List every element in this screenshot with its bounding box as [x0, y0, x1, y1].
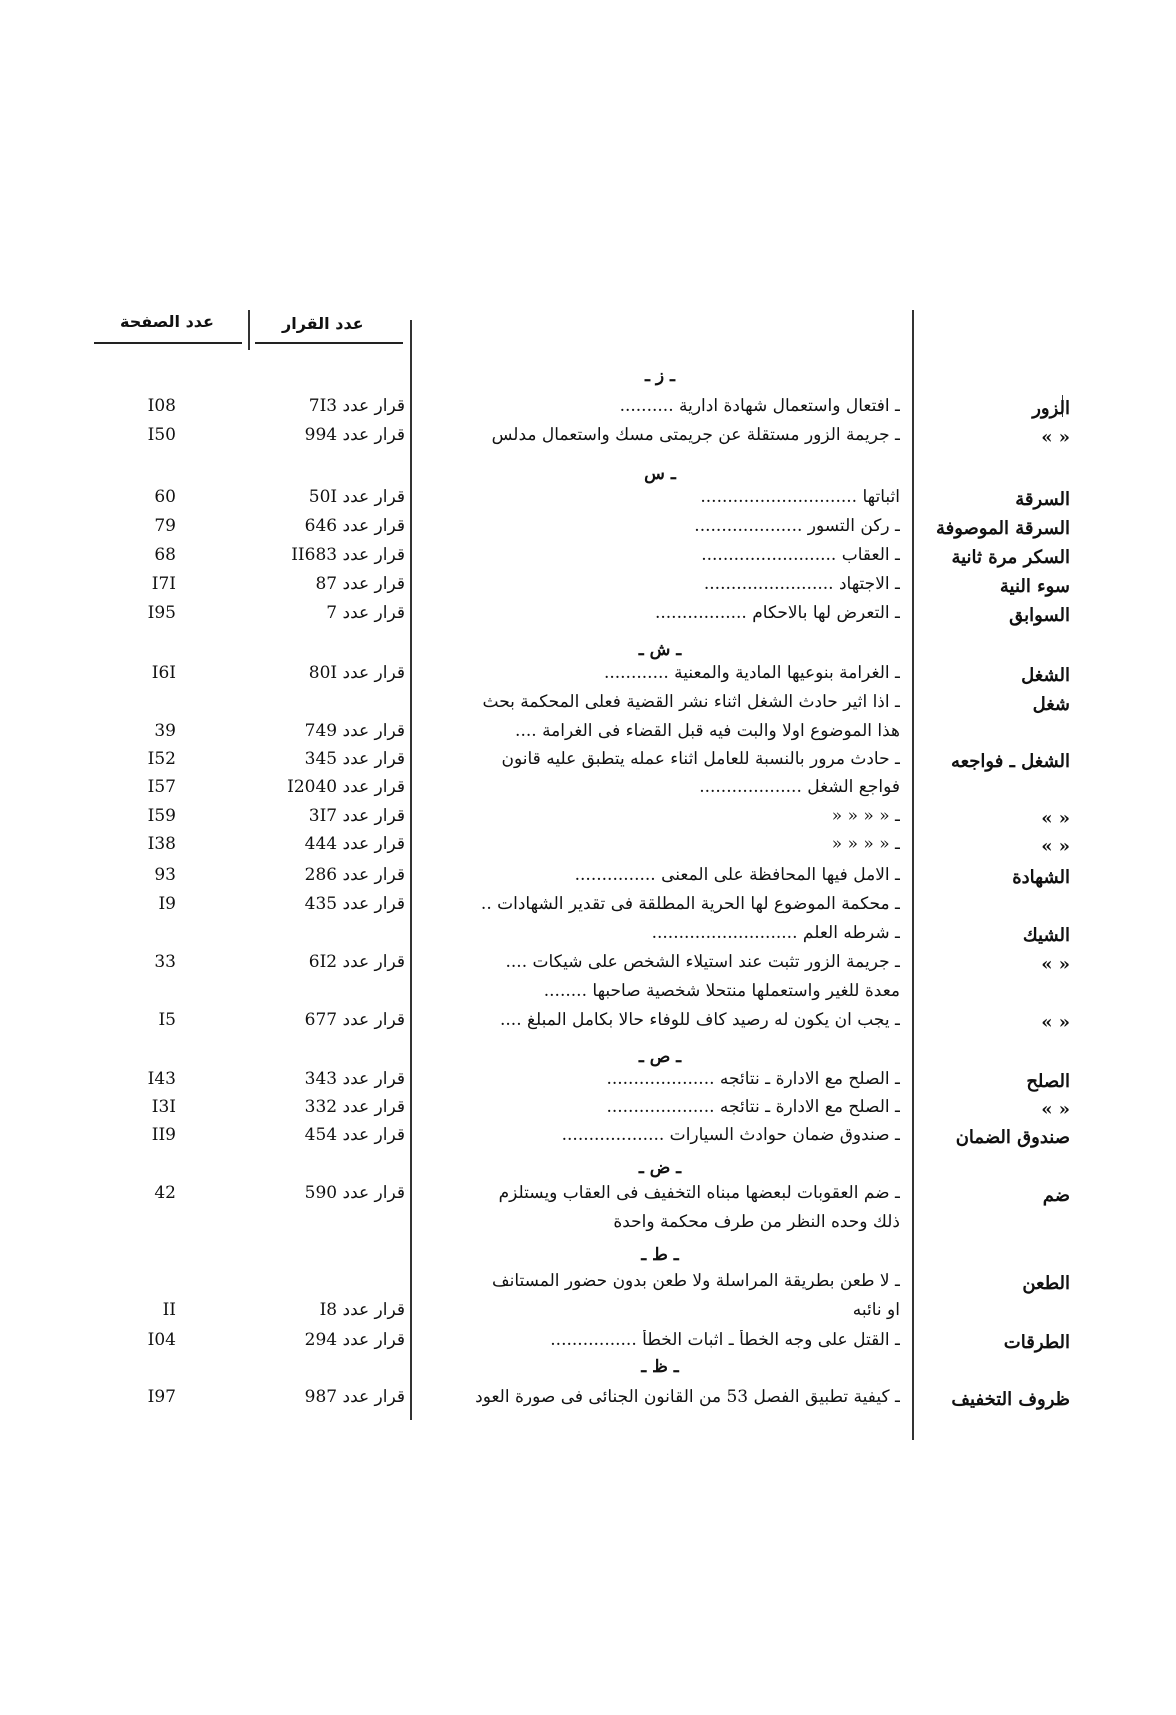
decision-number: قرار عدد 332 — [304, 1097, 405, 1117]
index-row — [0, 952, 1176, 978]
entry-text: ـ الصلح مع الادارة ـ نتائجه .................... — [606, 1069, 900, 1089]
entry-text: معدة للغير واستعملها منتحلا شخصية صاحبها ........ — [543, 981, 900, 1001]
index-row — [0, 663, 1176, 689]
letter-dad: ـ ض ـ — [638, 1158, 682, 1178]
page-number: I08 — [147, 396, 176, 416]
entry-text: ـ الصلح مع الادارة ـ نتائجه .................... — [606, 1097, 900, 1117]
page-number: I52 — [147, 749, 176, 769]
letter-shin: ـ ش ـ — [638, 640, 682, 660]
index-row — [0, 1330, 1176, 1356]
decision-number: قرار عدد 987 — [304, 1387, 405, 1407]
decision-number: قرار عدد 677 — [304, 1010, 405, 1030]
subject-label: الشهادة — [1012, 867, 1070, 888]
index-row — [0, 1125, 1176, 1151]
entry-text: ـ القتل على وجه الخطأ ـ اثبات الخطأ ................ — [550, 1330, 900, 1350]
letter-zay: ـ ز ـ — [644, 366, 675, 386]
decision-number: قرار عدد 454 — [304, 1125, 405, 1145]
page-number: I50 — [147, 425, 176, 445]
entry-text: ـ شرطه العلم ........................... — [651, 923, 900, 943]
index-row — [0, 692, 1176, 718]
subject-label: ظروف التخفيف — [951, 1389, 1070, 1410]
subject-label: السرقة — [1015, 489, 1070, 510]
subject-label: « » — [1041, 836, 1070, 857]
decision-number: قرار عدد 87 — [315, 574, 405, 594]
decision-header-rule — [255, 342, 403, 344]
entry-text: ـ « « « « — [831, 834, 900, 854]
page-number: I7I — [151, 574, 176, 594]
subject-label: ضم — [1042, 1185, 1070, 1206]
index-row — [0, 1010, 1176, 1036]
subject-label: سوء النية — [999, 576, 1070, 597]
index-row — [0, 1183, 1176, 1209]
subject-label: السكر مرة ثانية — [951, 547, 1070, 568]
index-row — [0, 806, 1176, 832]
decision-number: قرار عدد 7 — [326, 603, 405, 623]
page-number: II9 — [151, 1125, 176, 1145]
entry-text: ذلك وحده النظر من طرف محكمة واحدة — [613, 1212, 900, 1232]
page-number: I5 — [158, 1010, 176, 1030]
index-row — [0, 834, 1176, 860]
entry-text: ـ الامل فيها المحافظة على المعنى ............... — [574, 865, 900, 885]
letter-ta: ـ ط ـ — [641, 1245, 679, 1265]
entry-text: ـ « « « « — [831, 806, 900, 826]
subject-label: « » — [1041, 1099, 1070, 1120]
entry-text: ـ الغرامة بنوعيها المادية والمعنية ............ — [603, 663, 900, 683]
index-row — [0, 1300, 1176, 1326]
decision-number: قرار عدد 7I3 — [308, 396, 405, 416]
index-row — [0, 487, 1176, 513]
entry-text: او نائبه — [852, 1300, 900, 1320]
entry-text: ـ اذا اثير حادث الشغل اثناء نشر القضية فعلى المحكمة بحث — [482, 692, 900, 712]
subject-label: « » — [1041, 954, 1070, 975]
index-row — [0, 574, 1176, 600]
index-row — [0, 1212, 1176, 1238]
page-number: 33 — [154, 952, 176, 972]
page-number: 42 — [154, 1183, 176, 1203]
decision-number: قرار عدد 749 — [304, 721, 405, 741]
decision-number: قرار عدد 444 — [304, 834, 405, 854]
entry-text: ـ ركن التسور .................... — [694, 516, 900, 536]
index-row — [0, 721, 1176, 747]
index-row — [0, 981, 1176, 1007]
decision-number: قرار عدد 994 — [304, 425, 405, 445]
page-number: 93 — [154, 865, 176, 885]
page-number: II — [162, 1300, 176, 1320]
index-row — [0, 1271, 1176, 1297]
entry-text: ـ العقاب ......................... — [701, 545, 900, 565]
entry-text: فواجع الشغل ................... — [699, 777, 900, 797]
decision-column-header: عدد القرار — [282, 314, 364, 333]
index-row — [0, 603, 1176, 629]
subject-label: الشيك — [1022, 925, 1070, 946]
subject-label: السوابق — [1009, 605, 1070, 626]
subject-label: « » — [1041, 808, 1070, 829]
entry-text: ـ جريمة الزور تثبت عند استيلاء الشخص على شيكات .... — [505, 952, 900, 972]
decision-number: قرار عدد 3I7 — [308, 806, 405, 826]
decision-number: قرار عدد 345 — [304, 749, 405, 769]
letter-sad: ـ ص ـ — [638, 1047, 682, 1067]
page-number: I95 — [147, 603, 176, 623]
page-number: I57 — [147, 777, 176, 797]
subject-label: « » — [1041, 427, 1070, 448]
column-divider-left — [248, 310, 250, 350]
entry-text: ـ ضم العقوبات لبعضها مبناه التخفيف فى العقاب ويستلزم — [498, 1183, 900, 1203]
decision-number: قرار عدد 50I — [308, 487, 405, 507]
subject-label: الطرقات — [1003, 1332, 1070, 1353]
index-row — [0, 749, 1176, 775]
page-number: I43 — [147, 1069, 176, 1089]
entry-text: ـ الاجتهاد ........................ — [703, 574, 900, 594]
letter-sin: ـ س — [644, 464, 676, 484]
page-column-header: عدد الصفحة — [120, 312, 214, 331]
subject-label: الزور — [1032, 398, 1070, 419]
subject-label: « » — [1041, 1012, 1070, 1033]
entry-text: ـ التعرض لها بالاحكام ................. — [654, 603, 900, 623]
index-row — [0, 1069, 1176, 1095]
entry-text: ـ محكمة الموضوع لها الحرية المطلقة فى تقدير الشهادات .. — [480, 894, 900, 914]
decision-number: قرار عدد 80I — [308, 663, 405, 683]
subject-label: السرقة الموصوفة — [935, 518, 1070, 539]
decision-number: قرار عدد 343 — [304, 1069, 405, 1089]
entry-text: ـ كيفية تطبيق الفصل 53 من القانون الجنائى فى صورة العود — [475, 1387, 900, 1407]
page-number: I6I — [151, 663, 176, 683]
page-number: I38 — [147, 834, 176, 854]
decision-number: قرار عدد 590 — [304, 1183, 405, 1203]
page-number: 68 — [154, 545, 176, 565]
subject-label: الشغل ـ فواجعه — [950, 751, 1070, 772]
index-row — [0, 425, 1176, 451]
index-row — [0, 894, 1176, 920]
page-number: I59 — [147, 806, 176, 826]
decision-number: قرار عدد II683 — [291, 545, 405, 565]
entry-text: ـ صندوق ضمان حوادث السيارات ................... — [561, 1125, 900, 1145]
decision-number: قرار عدد 6I2 — [308, 952, 405, 972]
entry-text: ـ جريمة الزور مستقلة عن جريمتى مسك واستعمال مدلس — [491, 425, 900, 445]
decision-number: قرار عدد 294 — [304, 1330, 405, 1350]
subject-label: الشغل — [1021, 665, 1070, 686]
entry-text: ـ حادث مرور بالنسبة للعامل اثناء عمله يتطبق عليه قانون — [501, 749, 900, 769]
entry-text: ـ يجب ان يكون له رصيد كاف للوفاء حالا بكامل المبلغ .... — [499, 1010, 900, 1030]
entry-text: هذا الموضوع اولا والبت فيه قبل القضاء فى الغرامة .... — [515, 721, 900, 741]
page-number: I9 — [158, 894, 176, 914]
index-row — [0, 396, 1176, 422]
decision-number: قرار عدد 435 — [304, 894, 405, 914]
entry-text: ـ افتعال واستعمال شهادة ادارية .......... — [619, 396, 900, 416]
page-number: I3I — [151, 1097, 176, 1117]
index-row — [0, 865, 1176, 891]
letter-za: ـ ظ ـ — [641, 1357, 679, 1377]
entry-text: ـ لا طعن بطريقة المراسلة ولا طعن بدون حضور المستانف — [491, 1271, 900, 1291]
page-number: 60 — [154, 487, 176, 507]
page-number: 79 — [154, 516, 176, 536]
entry-text: اثباتها ............................. — [700, 487, 900, 507]
decision-number: قرار عدد 286 — [304, 865, 405, 885]
subject-label: الطعن — [1022, 1273, 1070, 1294]
page-header-rule — [94, 342, 242, 344]
decision-number: قرار عدد I2040 — [287, 777, 405, 797]
decision-number: قرار عدد 646 — [304, 516, 405, 536]
index-row — [0, 1387, 1176, 1413]
index-row — [0, 777, 1176, 803]
page-number: 39 — [154, 721, 176, 741]
page-number: I04 — [147, 1330, 176, 1350]
index-row — [0, 545, 1176, 571]
index-row — [0, 516, 1176, 542]
subject-label: الصلح — [1026, 1071, 1070, 1092]
subject-label: صندوق الضمان — [955, 1127, 1070, 1148]
decision-number: قرار عدد I8 — [319, 1300, 405, 1320]
index-row — [0, 923, 1176, 949]
page-number: I97 — [147, 1387, 176, 1407]
index-row — [0, 1097, 1176, 1123]
subject-label: شغل — [1032, 694, 1070, 715]
